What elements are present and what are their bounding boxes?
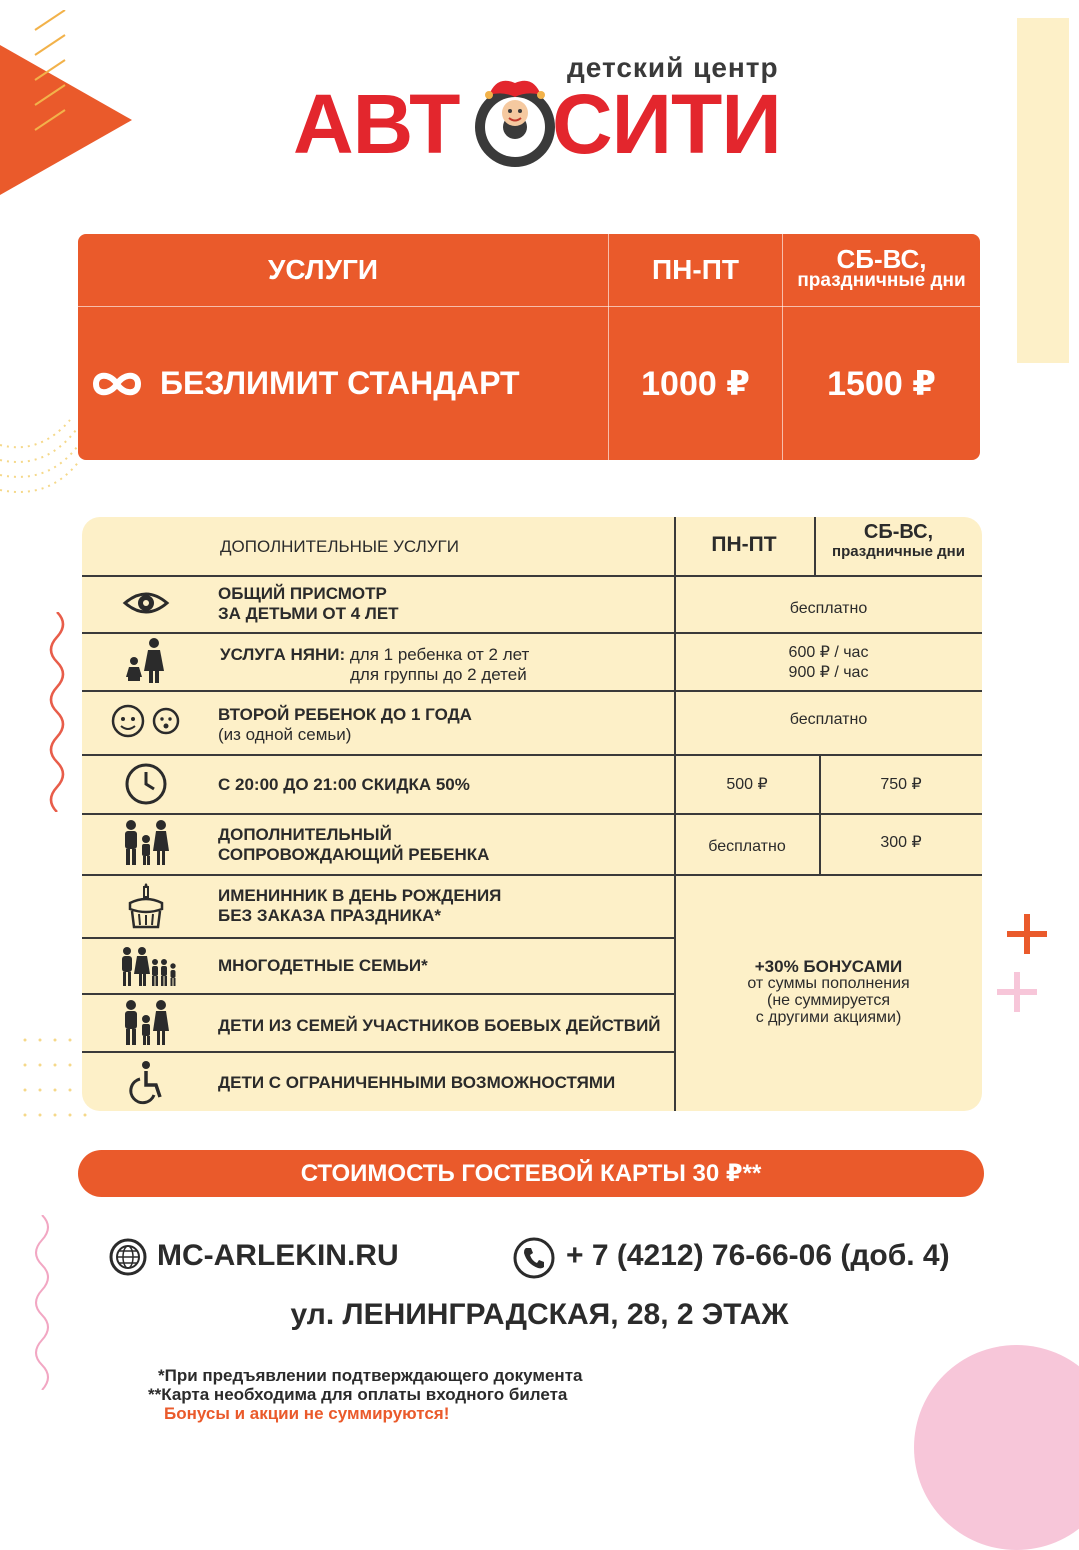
eye-row-text (218, 584, 399, 624)
companion-row-text (218, 825, 489, 865)
nanny-row-label: УСЛУГА НЯНИ: (220, 645, 346, 664)
babies-icon (108, 697, 188, 745)
logo-word-1: АВТ (293, 77, 460, 171)
ext-header-weekend-label: СБ-ВС, (863, 521, 934, 543)
divider (82, 690, 982, 692)
plus-icon (995, 970, 1040, 1015)
header-weekdays: ПН-ПТ (652, 254, 739, 285)
divider (819, 754, 821, 874)
website-link[interactable]: MC-ARLEKIN.RU (157, 1239, 399, 1272)
ext-header-weekend-sub: праздничные дни (832, 543, 965, 560)
globe-icon (108, 1237, 148, 1277)
eye-icon (122, 579, 170, 627)
header-weekend (783, 234, 980, 306)
bonus-line3: (не суммируется (767, 992, 890, 1009)
divider (82, 937, 674, 939)
clock-icon (122, 760, 170, 808)
companion-line1: ДОПОЛНИТЕЛЬНЫЙ (218, 825, 392, 844)
logo-word-2: СИТИ (552, 77, 781, 171)
second-child-row-text (218, 705, 472, 745)
ext-header-weekend (815, 523, 982, 561)
combat-families-row-text: ДЕТИ ИЗ СЕМЕЙ УЧАСТНИКОВ БОЕВЫХ ДЕЙСТВИЙ (218, 1016, 661, 1035)
nanny-price-1: 600 ₽ / час (788, 644, 869, 661)
birthday-row-text (218, 886, 501, 926)
companion-weekdays-price: бесплатно (708, 838, 786, 855)
divider (82, 874, 982, 876)
row-unlimited (90, 307, 590, 460)
footnote-1: *При предъявлении подтверждающего документа (158, 1366, 583, 1385)
divider (82, 575, 982, 577)
decorative-stripes (30, 10, 80, 140)
header-weekend-label: СБ-ВС, (836, 244, 927, 274)
family-icon (122, 819, 170, 867)
family-icon (122, 999, 170, 1047)
eye-row-line1: ОБЩИЙ ПРИСМОТР (218, 584, 387, 603)
header-weekend-sub: праздничные дни (797, 270, 966, 291)
decorative-bar (1017, 18, 1069, 363)
nanny-row-line1: для 1 ребенка от 2 лет (349, 645, 530, 664)
bonus-cell (675, 958, 982, 1026)
eye-row-line2: ЗА ДЕТЬМИ ОТ 4 ЛЕТ (218, 604, 399, 623)
nanny-row-line2: для группы до 2 детей (350, 665, 527, 684)
second-child-line2: (из одной семьи) (218, 725, 352, 744)
eye-row-price: бесплатно (789, 600, 868, 617)
nanny-icon (122, 637, 170, 685)
decorative-dots (0, 415, 80, 525)
large-family-icon (120, 942, 178, 990)
second-child-line1: ВТОРОЙ РЕБЕНОК ДО 1 ГОДА (218, 705, 472, 724)
nanny-row-text (220, 645, 529, 685)
birthday-line2: БЕЗ ЗАКАЗА ПРАЗДНИКА* (218, 906, 442, 925)
bonus-line1: +30% БОНУСАМИ (754, 957, 903, 976)
ext-header-weekdays: ПН-ПТ (711, 533, 777, 556)
birthday-cake-icon (122, 883, 170, 931)
large-families-row-text: МНОГОДЕТНЫЕ СЕМЬИ* (218, 956, 428, 975)
companion-weekend-price: 300 ₽ (880, 834, 922, 851)
jester-wheel-logo-icon (467, 75, 563, 171)
bonus-line2: от суммы пополнения (747, 975, 910, 992)
divider (82, 993, 674, 995)
discount-weekend-price: 750 ₽ (880, 776, 922, 793)
unlimited-weekend-price: 1500 ₽ (827, 364, 936, 403)
infinity-icon (90, 369, 144, 399)
ext-header-services: ДОПОЛНИТЕЛЬНЫЕ УСЛУГИ (220, 537, 459, 556)
phone-link[interactable]: + 7 (4212) 76-66-06 (доб. 4) (566, 1239, 950, 1272)
discount-row-text: С 20:00 ДО 21:00 СКИДКА 50% (218, 775, 470, 794)
guest-card-banner: СТОИМОСТЬ ГОСТЕВОЙ КАРТЫ 30 ₽** (78, 1150, 984, 1197)
header-services: УСЛУГИ (267, 254, 378, 285)
unlimited-name: БЕЗЛИМИТ СТАНДАРТ (160, 365, 520, 401)
footnote-2: **Карта необходима для оплаты входного билета (148, 1385, 568, 1404)
extra-services-table (82, 517, 982, 1111)
decorative-wave (45, 612, 70, 812)
divider (82, 632, 982, 634)
nanny-price-2: 900 ₽ / час (788, 664, 869, 681)
divider (82, 754, 982, 756)
unlimited-weekdays-price: 1000 ₽ (641, 364, 750, 403)
main-price-table (78, 234, 980, 460)
bonus-line4: с другими акциями) (755, 1009, 902, 1026)
disabilities-row-text: ДЕТИ С ОГРАНИЧЕННЫМИ ВОЗМОЖНОСТЯМИ (218, 1073, 616, 1092)
plus-icon (1005, 912, 1050, 957)
address: ул. ЛЕНИНГРАДСКАЯ, 28, 2 ЭТАЖ (290, 1298, 789, 1331)
nanny-row-prices (675, 643, 982, 683)
divider (82, 1051, 674, 1053)
second-child-price: бесплатно (789, 711, 868, 728)
companion-line2: СОПРОВОЖДАЮЩИЙ РЕБЕНКА (218, 845, 490, 864)
logo-subtitle: детский центр (567, 52, 779, 83)
discount-weekdays-price: 500 ₽ (726, 776, 768, 793)
birthday-line1: ИМЕНИННИК В ДЕНЬ РОЖДЕНИЯ (218, 886, 502, 905)
phone-icon (512, 1236, 556, 1280)
footnote-3: Бонусы и акции не суммируются! (164, 1404, 450, 1423)
divider (82, 813, 982, 815)
decorative-circle (914, 1345, 1079, 1550)
wheelchair-icon (122, 1059, 170, 1107)
decorative-dots (20, 1030, 90, 1125)
